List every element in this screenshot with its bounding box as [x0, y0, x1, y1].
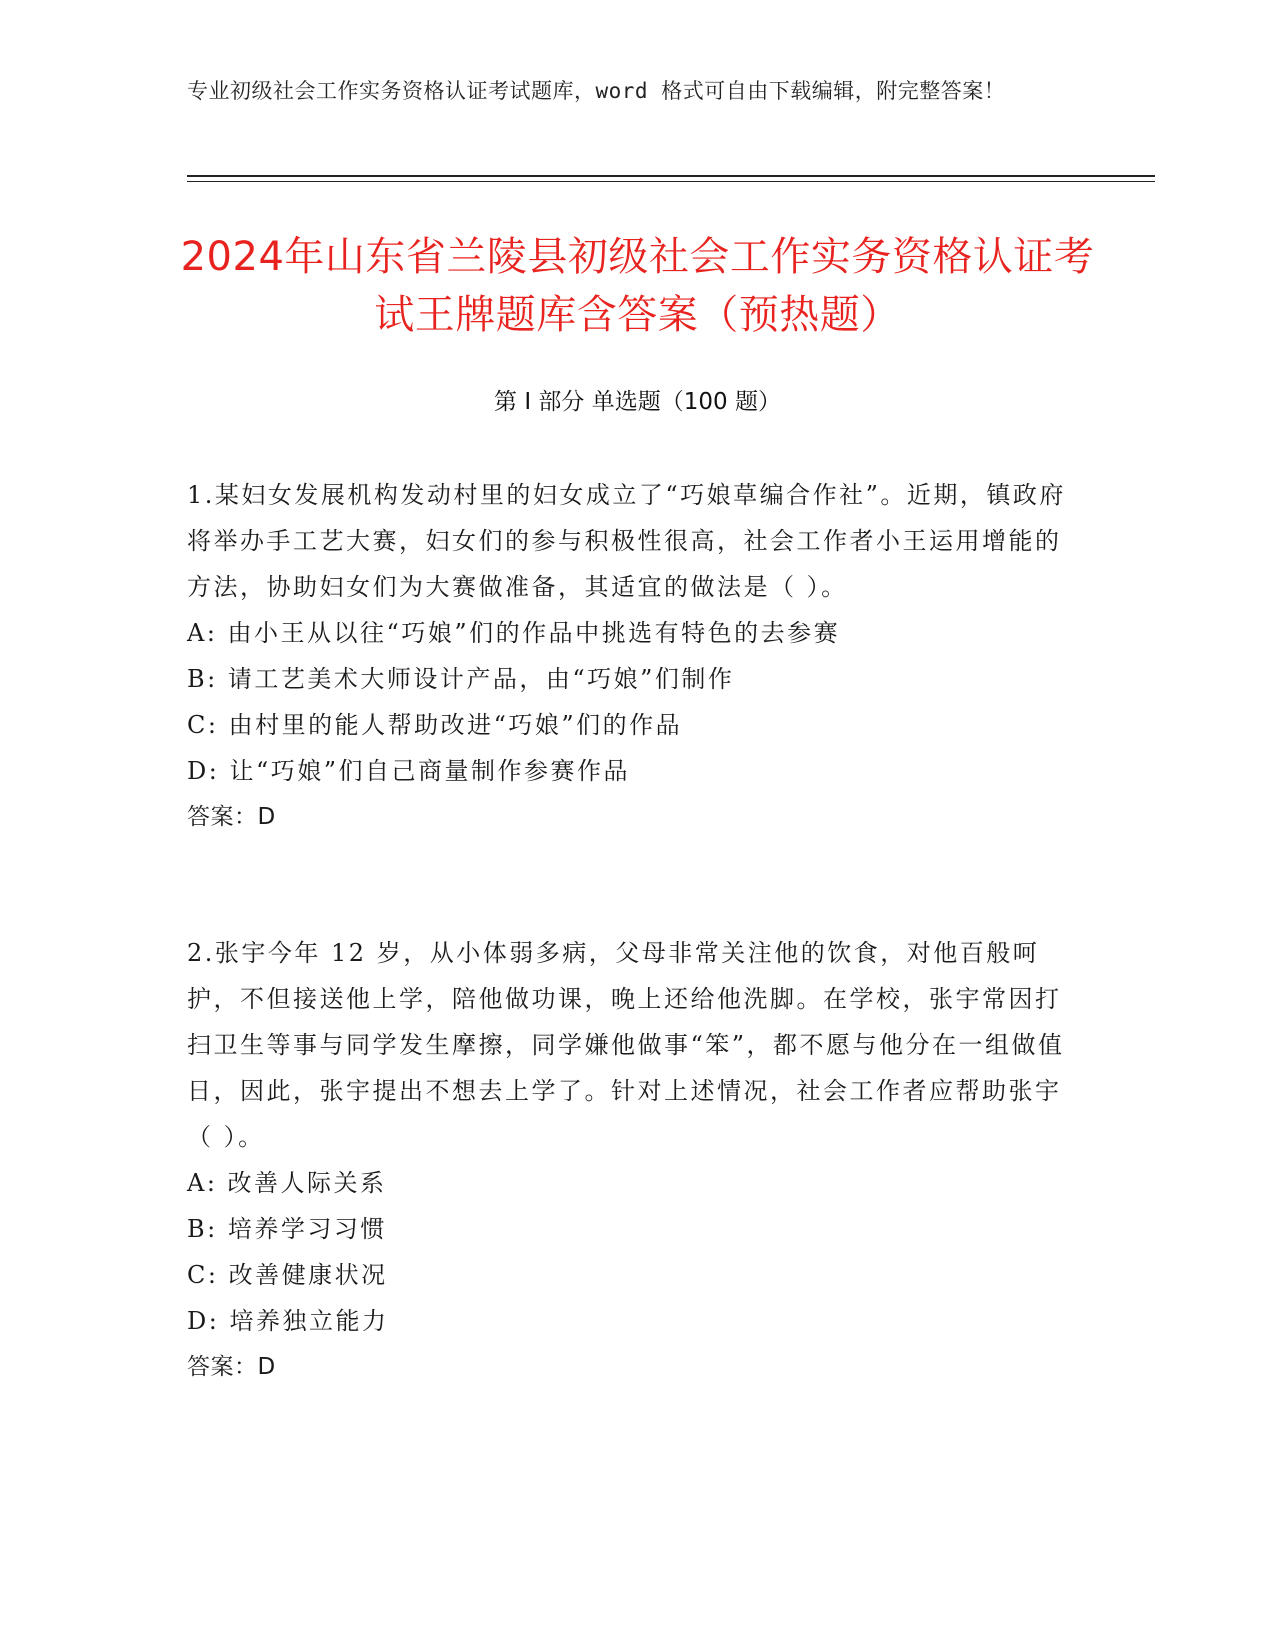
header-divider-thin [187, 181, 1155, 182]
option-a: A: 改善人际关系 [187, 1169, 387, 1197]
answer-line: 答案：D [187, 1354, 276, 1380]
header-divider-thick [187, 175, 1155, 177]
document-title: 2024年山东省兰陵县初级社会工作实务资格认证考试王牌题库含答案（预热题） [180, 234, 1095, 338]
option-b: B: 培养学习习惯 [187, 1215, 387, 1243]
option-b: B: 请工艺美术大师设计产品，由“巧娘”们制作 [187, 665, 735, 693]
header-note: 专业初级社会工作实务资格认证考试题库，word 格式可自由下载编辑，附完整答案！ [187, 79, 1006, 103]
option-d: D: 让“巧娘”们自己商量制作参赛作品 [187, 757, 630, 785]
option-c: C: 由村里的能人帮助改进“巧娘”们的作品 [187, 711, 683, 739]
question-2 [187, 930, 1087, 1390]
question-1 [187, 472, 1087, 840]
question-stem: 2.张宇今年 12 岁，从小体弱多病，父母非常关注他的饮食，对他百般呵护，不但接送他上学，陪他做功课，晚上还给他洗脚。在学校，张宇常因打扫卫生等事与同学发生摩擦，同学嫌他做事“笨”，都不愿与他分在一组做值日，因此，张宇提出不想去上学了。针对上述情况，社会工作者应帮助张宇（ ）。 [187, 939, 1065, 1151]
section-title: 第 I 部分 单选题（100 题） [494, 389, 781, 415]
option-c: C: 改善健康状况 [187, 1261, 388, 1289]
question-stem: 1.某妇女发展机构发动村里的妇女成立了“巧娘草编合作社”。近期，镇政府将举办手工艺大赛，妇女们的参与积极性很高，社会工作者小王运用增能的方法，协助妇女们为大赛做准备，其适宜的做法是（ ）。 [187, 481, 1066, 601]
answer-line: 答案：D [187, 804, 276, 830]
option-a: A: 由小王从以往“巧娘”们的作品中挑选有特色的去参赛 [187, 619, 841, 647]
option-d: D: 培养独立能力 [187, 1307, 389, 1335]
